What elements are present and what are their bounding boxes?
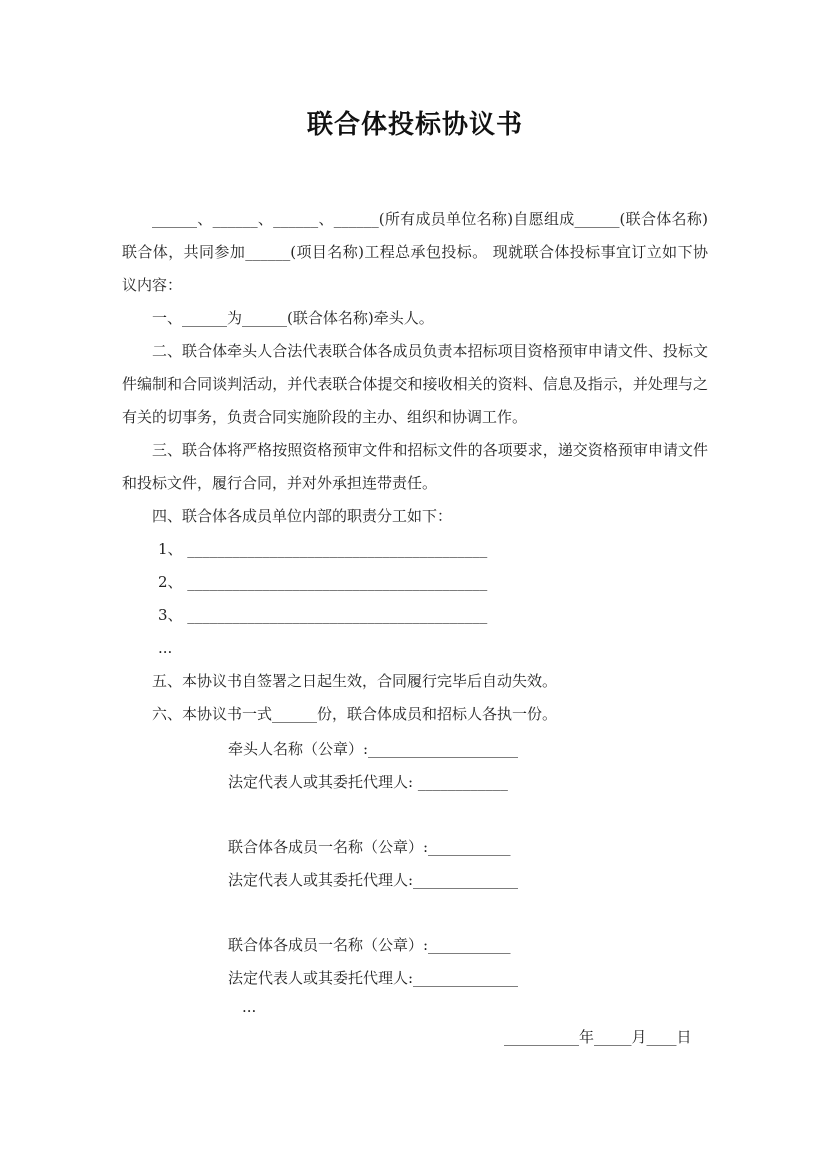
lead-rep-line: 法定代表人或其委托代理人: ____________	[228, 773, 508, 791]
member-name-line: 联合体各成员一名称（公章）:___________	[228, 936, 511, 954]
signatures-more: ...	[242, 998, 257, 1016]
document-body	[122, 203, 708, 731]
duty-item-1: 1、 ________________________________________	[158, 540, 488, 558]
document-title: 联合体投标协议书	[306, 110, 523, 140]
duty-item-3: 3、 ________________________________________	[158, 606, 488, 624]
lead-name-line: 牵头人名称（公章）:____________________	[228, 740, 519, 758]
clause-6: 六、本协议书一式______份，联合体成员和招标人各执一份。	[152, 705, 558, 723]
signature-block-lead	[228, 733, 518, 799]
clause-3: 三、联合体将严格按照资格预审文件和招标文件的各项要求，递交资格预审申请文件和投标文件，履行合同，并对外承担连带责任。	[122, 441, 708, 492]
signature-block-member-1	[228, 831, 518, 897]
intro-paragraph: ______、______、______、______(所有成员单位名称)自愿组成______(联合体名称)联合体，共同参加______(项目名称)工程总承包投标。 现就联合体投标事宜订立如下协议内容：	[122, 210, 708, 294]
duty-item-2: 2、 ________________________________________	[158, 573, 488, 591]
signature-block-member-2	[228, 929, 518, 995]
duty-item-more: ...	[158, 639, 173, 657]
clause-4: 四、联合体各成员单位内部的职责分工如下：	[152, 507, 453, 525]
member-rep-line: 法定代表人或其委托代理人:______________	[228, 969, 519, 987]
member-name-line: 联合体各成员一名称（公章）:___________	[228, 838, 511, 856]
clause-2: 二、联合体牵头人合法代表联合体各成员负责本招标项目资格预审申请文件、投标文件编制和合同谈判活动，并代表联合体提交和接收相关的资料、信息及指示，并处理与之有关的切事务，负责合同实施阶段的主办、组织和协调工作。	[122, 342, 708, 426]
date-line: __________年_____月____日	[504, 1028, 692, 1046]
clause-5: 五、本协议书自签署之日起生效，合同履行完毕后自动失效。	[152, 672, 558, 690]
clause-1: 一、______为______(联合体名称)牵头人。	[152, 309, 434, 327]
member-rep-line: 法定代表人或其委托代理人:______________	[228, 871, 519, 889]
